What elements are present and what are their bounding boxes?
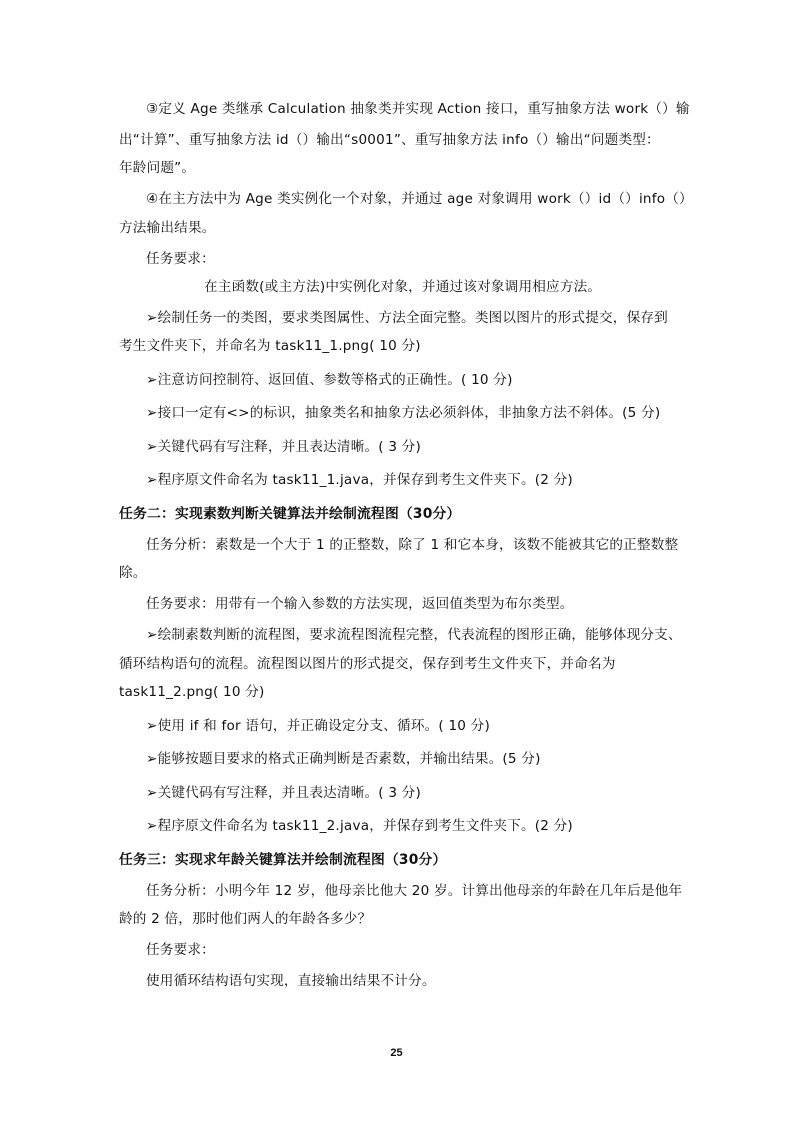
text-line: 任务要求：用带有一个输入参数的方法实现，返回值类型为布尔类型。 [146,596,574,612]
text-line: 龄的 2 倍，那时他们两人的年龄各多少？ [119,911,372,927]
text-line: ➢能够按题目要求的格式正确判断是否素数，并输出结果。(5 分) [146,751,541,767]
text-line: ➢注意访问控制符、返回值、参数等格式的正确性。( 10 分) [146,372,513,388]
text-line: 除。 [119,565,147,581]
text-line: ➢程序原文件命名为 task11_2.java，并保存到考生文件夹下。(2 分) [146,818,573,834]
section-heading: 任务三：实现求年龄关键算法并绘制流程图（30分） [119,852,447,868]
text-line: 考生文件夹下，并命名为 task11_1.png( 10 分) [119,338,421,354]
text-line: ➢程序原文件命名为 task11_1.java，并保存到考生文件夹下。(2 分) [146,472,573,488]
text-line: ③定义 Age 类继承 Calculation 抽象类并实现 Action 接口，重写抽象方法 work（）输 [146,101,690,117]
text-line: ➢接口一定有<>的标识，抽象类名和抽象方法必须斜体，非抽象方法不斜体。(5 分) [146,405,661,421]
text-line: 方法输出结果。 [119,220,216,236]
text-line: 任务分析：素数是一个大于 1 的正整数，除了 1 和它本身，该数不能被其它的正整数整 [146,537,679,553]
text-line: 使用循环结构语句实现，直接输出结果不计分。 [146,973,436,989]
text-line: 在主函数(或主方法)中实例化对象，并通过该对象调用相应方法。 [204,279,602,295]
page-number: 25 [390,1047,403,1059]
text-line: ➢关键代码有写注释，并且表达清晰。( 3 分) [146,439,421,455]
text-line: ④在主方法中为 Age 类实例化一个对象，并通过 age 对象调用 work（）id（）info（） [146,191,693,207]
text-line: ➢使用 if 和 for 语句，并正确设定分支、循环。( 10 分) [146,718,490,734]
text-line: 出“计算”、重写抽象方法 id（）输出“s0001”、重写抽象方法 info（）输出“问题类型： [119,132,660,148]
section-heading: 任务二：实现素数判断关键算法并绘制流程图（30分） [119,506,461,522]
text-line: 任务要求： [146,251,215,267]
text-line: 任务分析：小明今年 12 岁，他母亲比他大 20 岁。计算出他母亲的年龄在几年后是他年 [146,883,683,899]
text-line: ➢绘制任务一的类图，要求类图属性、方法全面完整。类图以图片的形式提交，保存到 [146,310,668,326]
text-line: ➢绘制素数判断的流程图，要求流程图流程完整，代表流程的图形正确，能够体现分支、 [146,627,682,643]
text-line: 任务要求： [146,942,215,958]
text-line: ➢关键代码有写注释，并且表达清晰。( 3 分) [146,785,421,801]
text-line: 循环结构语句的流程。流程图以图片的形式提交，保存到考生文件夹下，并命名为 [119,656,616,672]
text-line: task11_2.png( 10 分) [119,684,265,700]
text-line: 年龄问题”。 [119,160,196,176]
